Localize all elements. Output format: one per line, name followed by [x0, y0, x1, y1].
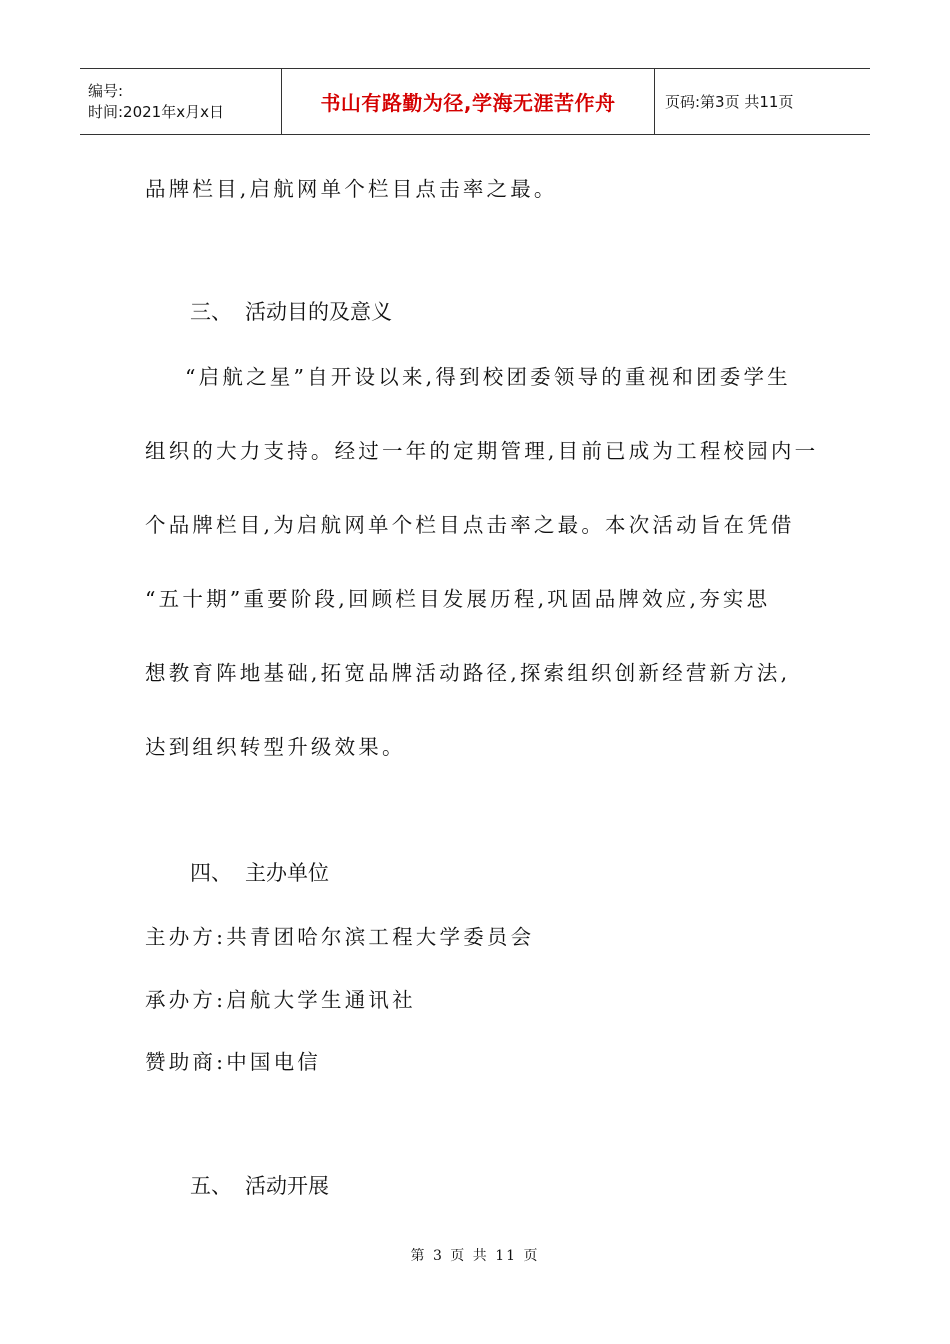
header-meta: [80, 69, 282, 134]
section-number: 四、: [190, 861, 232, 885]
paragraph-line: 达到组织转型升级效果。: [145, 735, 406, 759]
document-header: [80, 68, 870, 135]
sponsor-line: 赞助商:中国电信: [145, 1050, 322, 1074]
page-info-text: 页码:第3页 共11页: [665, 93, 794, 111]
continued-text: 品牌栏目,启航网单个栏目点击率之最。: [145, 177, 558, 201]
paragraph-line: “启航之星”自开设以来,得到校团委领导的重视和团委学生: [185, 365, 791, 389]
co-organizer-line: 承办方:启航大学生通讯社: [145, 988, 416, 1012]
section-heading-4: [190, 857, 329, 887]
section-title: 活动目的及意义: [245, 300, 392, 324]
paragraph-line: 个品牌栏目,为启航网单个栏目点击率之最。本次活动旨在凭借: [145, 513, 795, 537]
date-label: 时间:2021年x月x日: [88, 102, 224, 121]
section-number: 三、: [190, 300, 232, 324]
header-page-info: [655, 69, 870, 134]
motto-text: 书山有路勤为径,学海无涯苦作舟: [320, 91, 616, 115]
section-heading-5: [190, 1170, 329, 1200]
section-number: 五、: [190, 1174, 232, 1198]
organizer-line: 主办方:共青团哈尔滨工程大学委员会: [145, 925, 535, 949]
page-footer: 第 3 页 共 11 页: [410, 1248, 540, 1264]
number-label: 编号:: [88, 81, 124, 100]
section-title: 主办单位: [245, 861, 329, 885]
section-heading-3: [190, 296, 392, 326]
header-motto: [282, 69, 655, 134]
paragraph-line: 组织的大力支持。经过一年的定期管理,目前已成为工程校园内一: [145, 439, 819, 463]
section-title: 活动开展: [245, 1174, 329, 1198]
paragraph-line: “五十期”重要阶段,回顾栏目发展历程,巩固品牌效应,夯实思: [145, 587, 771, 611]
paragraph-line: 想教育阵地基础,拓宽品牌活动路径,探索组织创新经营新方法,: [145, 661, 791, 685]
